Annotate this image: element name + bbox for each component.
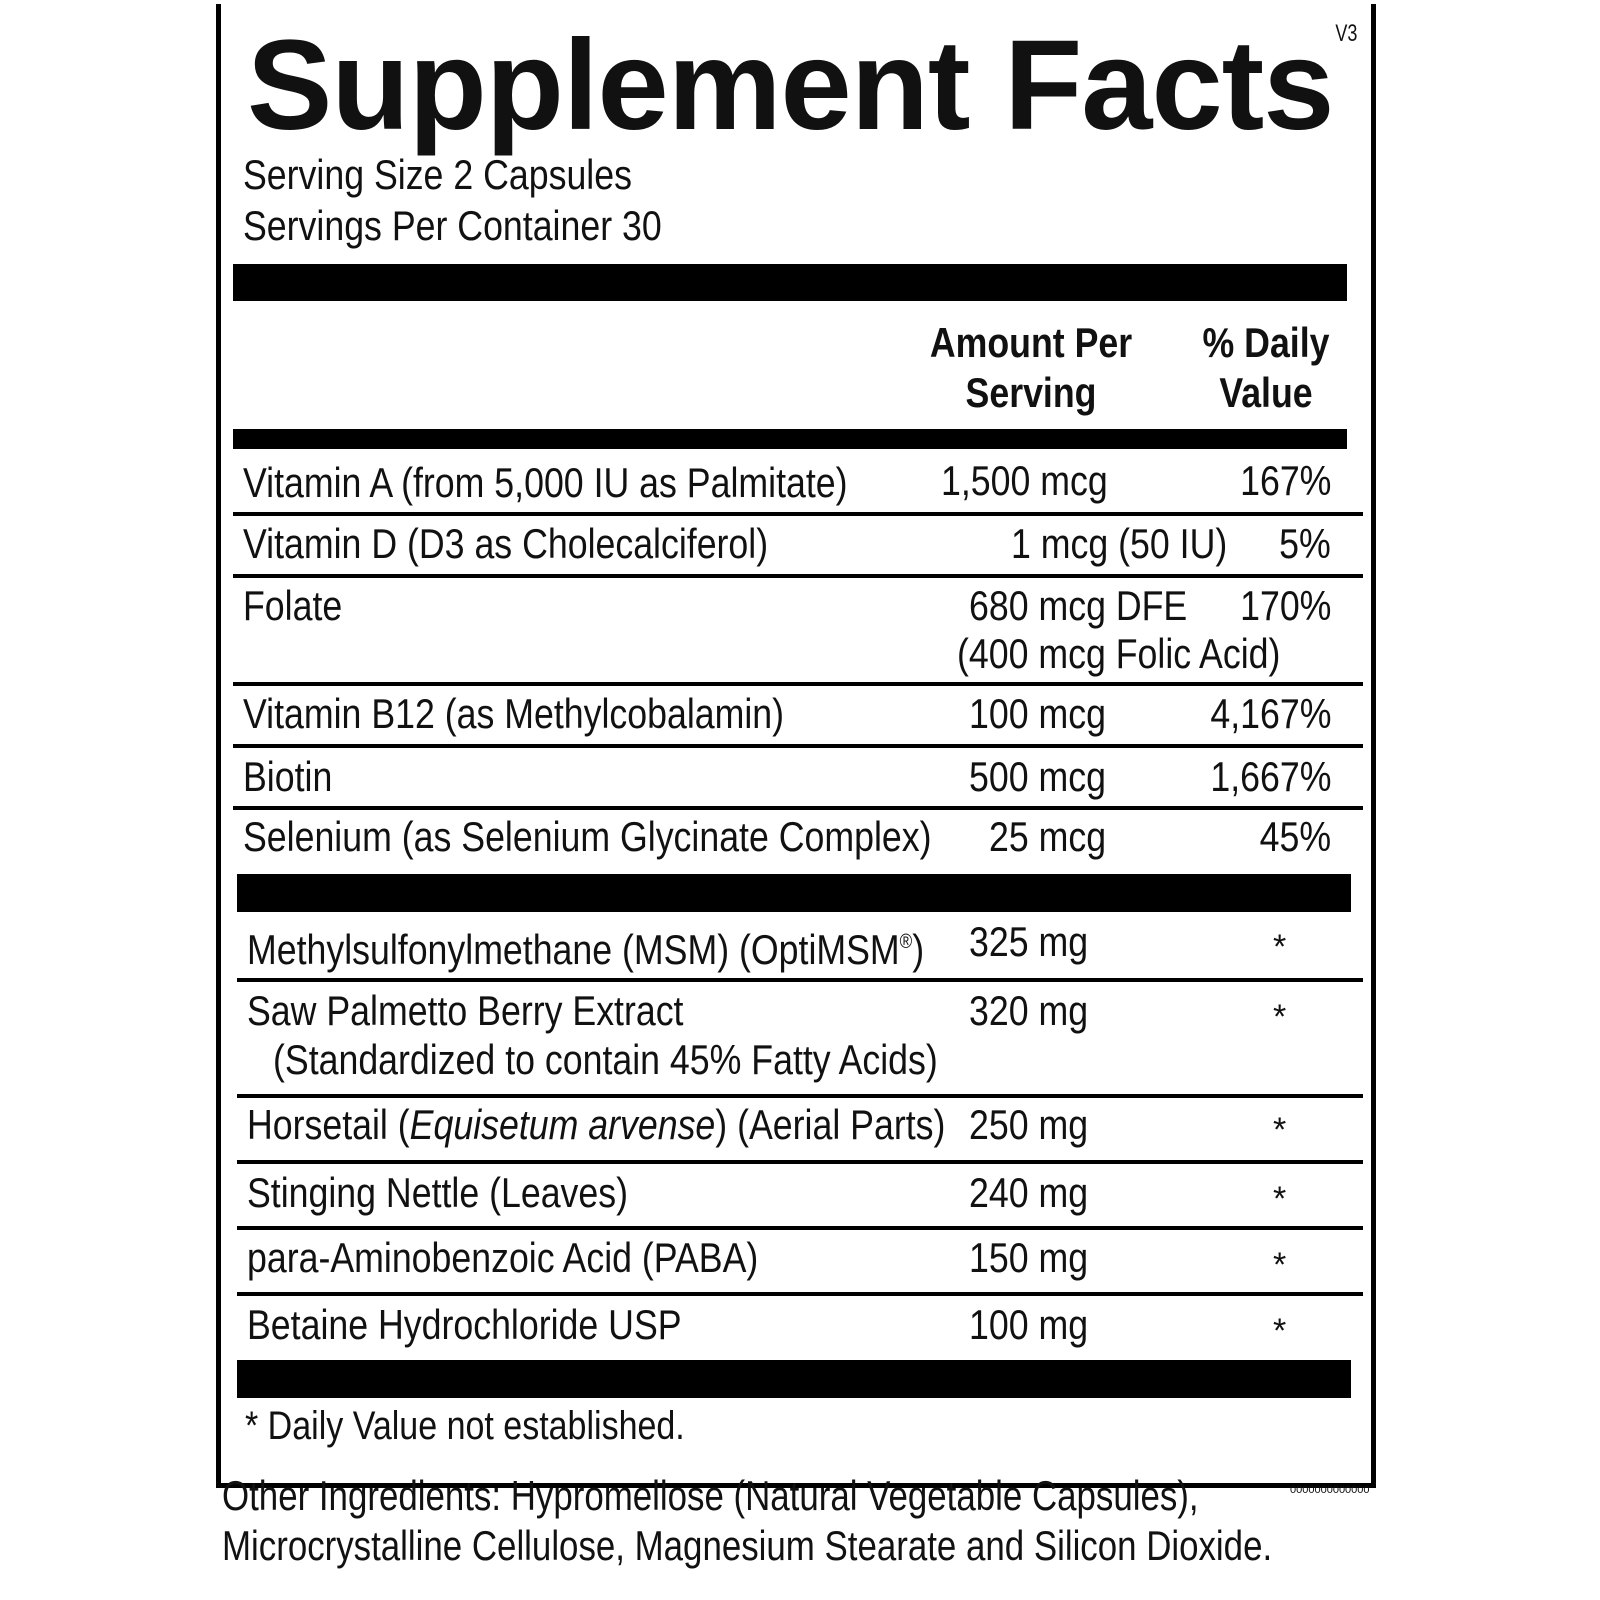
ingredient-name: Methylsulfonylmethane (MSM) (OptiMSM®) (247, 926, 925, 973)
nutrient-dv: 170% (1239, 582, 1331, 629)
ingredient-name: para-Aminobenzoic Acid (PABA) (247, 1234, 759, 1281)
row-divider (233, 574, 1363, 578)
nutrient-dv: 5% (1279, 520, 1331, 567)
ingredient-dv: * (1273, 1312, 1287, 1350)
ingredient-amount: 325 mg (969, 918, 1089, 965)
row-divider (237, 1226, 1363, 1230)
nutrient-name: Biotin (243, 753, 333, 800)
ingredient-dv: * (1273, 998, 1287, 1036)
nutrient-name: Vitamin B12 (as Methylcobalamin) (243, 690, 785, 737)
row-divider (233, 806, 1363, 810)
row-divider (237, 1292, 1363, 1296)
product-code: 0000000000000 (1290, 1484, 1370, 1496)
ingredient-dv: * (1273, 1246, 1287, 1284)
ingredient-detail: (Standardized to contain 45% Fatty Acids) (273, 1036, 938, 1083)
nutrient-dv: 1,667% (1209, 753, 1331, 800)
nutrient-dv: 45% (1259, 813, 1331, 860)
ingredient-amount: 250 mg (969, 1101, 1089, 1148)
row-divider (237, 978, 1363, 982)
header-daily-value: % Daily Value (1202, 319, 1330, 416)
version-label: V3 (1334, 20, 1357, 47)
thick-bar-header (233, 429, 1347, 449)
thick-bar-bottom (237, 1360, 1351, 1398)
nutrient-amount: 1 mcg (50 IU) (1011, 520, 1228, 567)
thick-bar-top (233, 264, 1347, 301)
panel-title: Supplement Facts (247, 14, 1334, 157)
nutrient-amount: 500 mcg (969, 753, 1106, 800)
footnote: * Daily Value not established. (245, 1404, 685, 1448)
ingredient-dv: * (1273, 928, 1287, 966)
ingredient-amount: 240 mg (969, 1169, 1089, 1216)
servings-per-container: Servings Per Container 30 (243, 202, 662, 249)
supplement-facts-panel (216, 4, 1376, 1488)
nutrient-name: Vitamin D (D3 as Cholecalciferol) (243, 520, 769, 567)
row-divider (233, 744, 1363, 748)
nutrient-amount: 25 mcg (989, 813, 1107, 860)
row-divider (237, 1094, 1363, 1098)
ingredient-amount: 100 mg (969, 1301, 1089, 1348)
other-ingredients-line-2: Microcrystalline Cellulose, Magnesium Stearate and Silicon Dioxide. (222, 1522, 1273, 1569)
nutrient-dv: 4,167% (1209, 690, 1331, 737)
ingredient-dv: * (1273, 1111, 1287, 1149)
nutrient-name: Vitamin A (from 5,000 IU as Palmitate) (243, 459, 848, 506)
nutrient-dv: 167% (1239, 457, 1331, 504)
nutrient-amount: 1,500 mcg (941, 457, 1108, 504)
row-divider (233, 512, 1363, 516)
ingredient-amount: 150 mg (969, 1234, 1089, 1281)
nutrient-amount: 680 mcg DFE (969, 582, 1188, 629)
nutrient-name: Selenium (as Selenium Glycinate Complex) (243, 813, 932, 860)
row-divider (233, 682, 1363, 686)
header-amount-per-serving: Amount Per Serving (929, 319, 1133, 416)
ingredient-amount: 320 mg (969, 987, 1089, 1034)
ingredient-name: Betaine Hydrochloride USP (247, 1301, 682, 1348)
nutrient-amount: 100 mcg (969, 690, 1106, 737)
serving-size: Serving Size 2 Capsules (243, 151, 632, 198)
ingredient-dv: * (1273, 1180, 1287, 1218)
ingredient-name: Stinging Nettle (Leaves) (247, 1169, 629, 1216)
ingredient-name: Horsetail (Equisetum arvense) (Aerial Parts) (247, 1101, 946, 1148)
nutrient-name: Folate (243, 582, 343, 629)
row-divider (237, 1160, 1363, 1164)
ingredient-name: Saw Palmetto Berry Extract (247, 987, 684, 1034)
thick-bar-middle (237, 874, 1351, 912)
nutrient-amount-detail: (400 mcg Folic Acid) (957, 630, 1281, 677)
other-ingredients-line-1: Other Ingredients: Hypromellose (Natural Vegetable Capsules), (222, 1472, 1199, 1519)
